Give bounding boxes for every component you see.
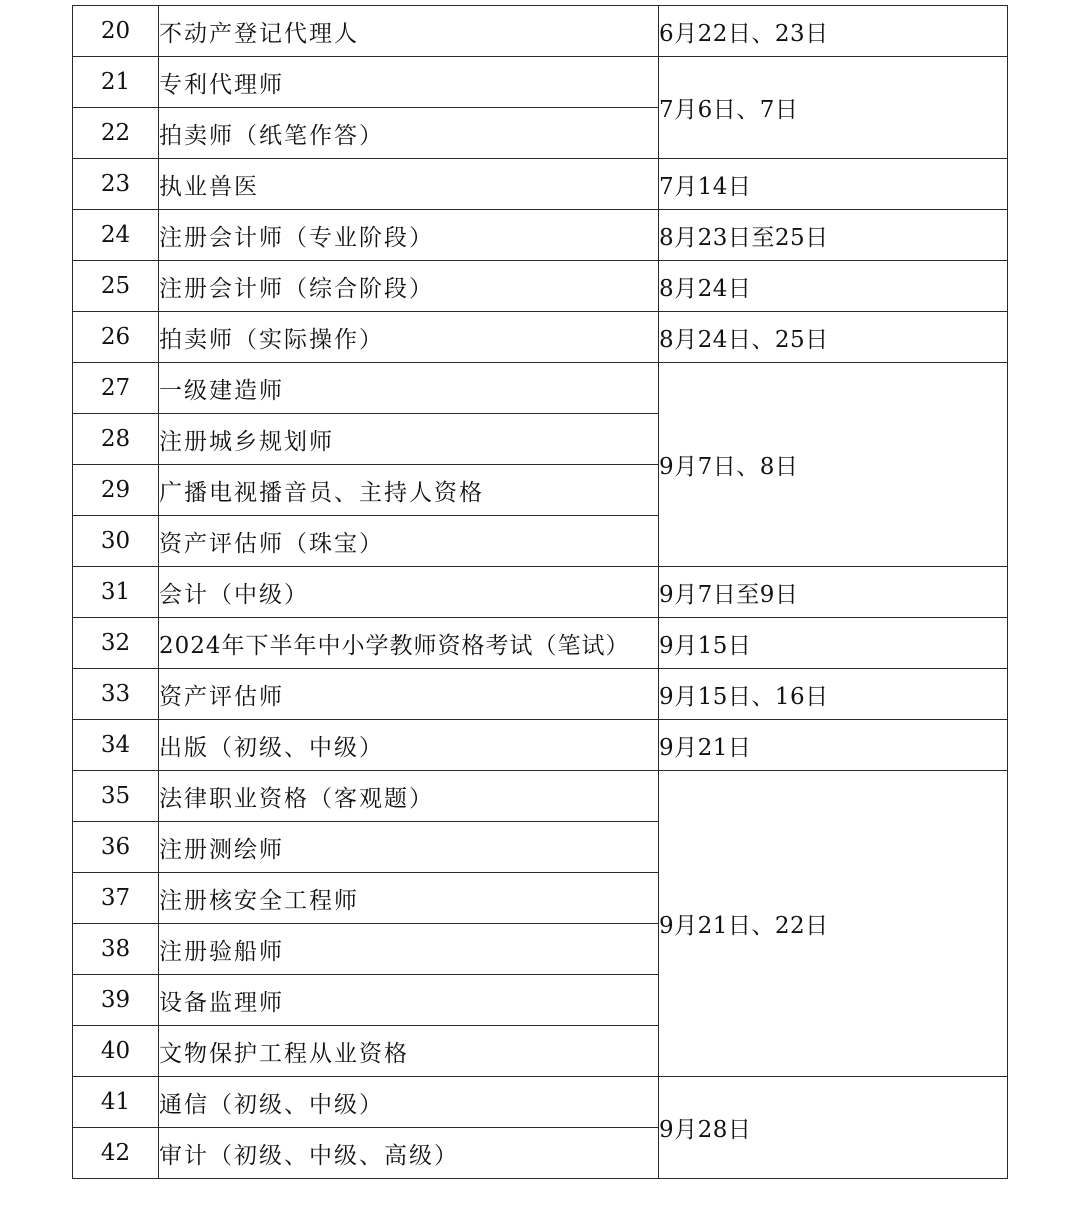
row-number: 26: [73, 312, 159, 363]
exam-date: 7月6日、7日: [659, 57, 1008, 159]
table-row: [73, 720, 1008, 771]
exam-name: 不动产登记代理人: [159, 6, 659, 57]
row-number: 42: [73, 1128, 159, 1179]
exam-date: 9月21日: [659, 720, 1008, 771]
row-number: 29: [73, 465, 159, 516]
exam-date: 6月22日、23日: [659, 6, 1008, 57]
row-number: 32: [73, 618, 159, 669]
table-row: [73, 669, 1008, 720]
row-number: 31: [73, 567, 159, 618]
table-row: [73, 312, 1008, 363]
table-row: [73, 567, 1008, 618]
exam-date: 9月7日、8日: [659, 363, 1008, 567]
exam-name: 注册城乡规划师: [159, 414, 659, 465]
exam-schedule-table: [72, 5, 1008, 1179]
exam-name: 会计（中级）: [159, 567, 659, 618]
exam-name: 资产评估师（珠宝）: [159, 516, 659, 567]
table-row: [73, 210, 1008, 261]
exam-name: 一级建造师: [159, 363, 659, 414]
row-number: 24: [73, 210, 159, 261]
row-number: 27: [73, 363, 159, 414]
row-number: 40: [73, 1026, 159, 1077]
table-row: [73, 618, 1008, 669]
row-number: 35: [73, 771, 159, 822]
exam-date: 9月28日: [659, 1077, 1008, 1179]
exam-name: 文物保护工程从业资格: [159, 1026, 659, 1077]
row-number: 23: [73, 159, 159, 210]
exam-name: 通信（初级、中级）: [159, 1077, 659, 1128]
exam-name: 2024年下半年中小学教师资格考试（笔试）: [159, 618, 659, 669]
exam-name: 法律职业资格（客观题）: [159, 771, 659, 822]
exam-name: 注册验船师: [159, 924, 659, 975]
row-number: 41: [73, 1077, 159, 1128]
row-number: 20: [73, 6, 159, 57]
exam-date: 9月15日、16日: [659, 669, 1008, 720]
exam-name: 注册核安全工程师: [159, 873, 659, 924]
exam-date: 8月24日、25日: [659, 312, 1008, 363]
table-row: [73, 261, 1008, 312]
row-number: 36: [73, 822, 159, 873]
row-number: 37: [73, 873, 159, 924]
exam-date: 9月21日、22日: [659, 771, 1008, 1077]
row-number: 33: [73, 669, 159, 720]
row-number: 28: [73, 414, 159, 465]
exam-name: 注册测绘师: [159, 822, 659, 873]
row-number: 39: [73, 975, 159, 1026]
table-row: [73, 57, 1008, 108]
exam-date: 8月23日至25日: [659, 210, 1008, 261]
row-number: 34: [73, 720, 159, 771]
exam-name: 审计（初级、中级、高级）: [159, 1128, 659, 1179]
row-number: 30: [73, 516, 159, 567]
exam-name: 广播电视播音员、主持人资格: [159, 465, 659, 516]
exam-name: 拍卖师（纸笔作答）: [159, 108, 659, 159]
exam-name: 注册会计师（综合阶段）: [159, 261, 659, 312]
row-number: 21: [73, 57, 159, 108]
table-row: [73, 6, 1008, 57]
exam-date: 9月7日至9日: [659, 567, 1008, 618]
row-number: 38: [73, 924, 159, 975]
table-row: [73, 1077, 1008, 1128]
exam-name: 执业兽医: [159, 159, 659, 210]
exam-name: 专利代理师: [159, 57, 659, 108]
row-number: 25: [73, 261, 159, 312]
exam-name: 拍卖师（实际操作）: [159, 312, 659, 363]
table-row: [73, 771, 1008, 822]
exam-name: 出版（初级、中级）: [159, 720, 659, 771]
exam-date: 9月15日: [659, 618, 1008, 669]
exam-name: 注册会计师（专业阶段）: [159, 210, 659, 261]
exam-date: 8月24日: [659, 261, 1008, 312]
exam-name: 资产评估师: [159, 669, 659, 720]
exam-date: 7月14日: [659, 159, 1008, 210]
exam-name: 设备监理师: [159, 975, 659, 1026]
row-number: 22: [73, 108, 159, 159]
table-row: [73, 363, 1008, 414]
table-row: [73, 159, 1008, 210]
